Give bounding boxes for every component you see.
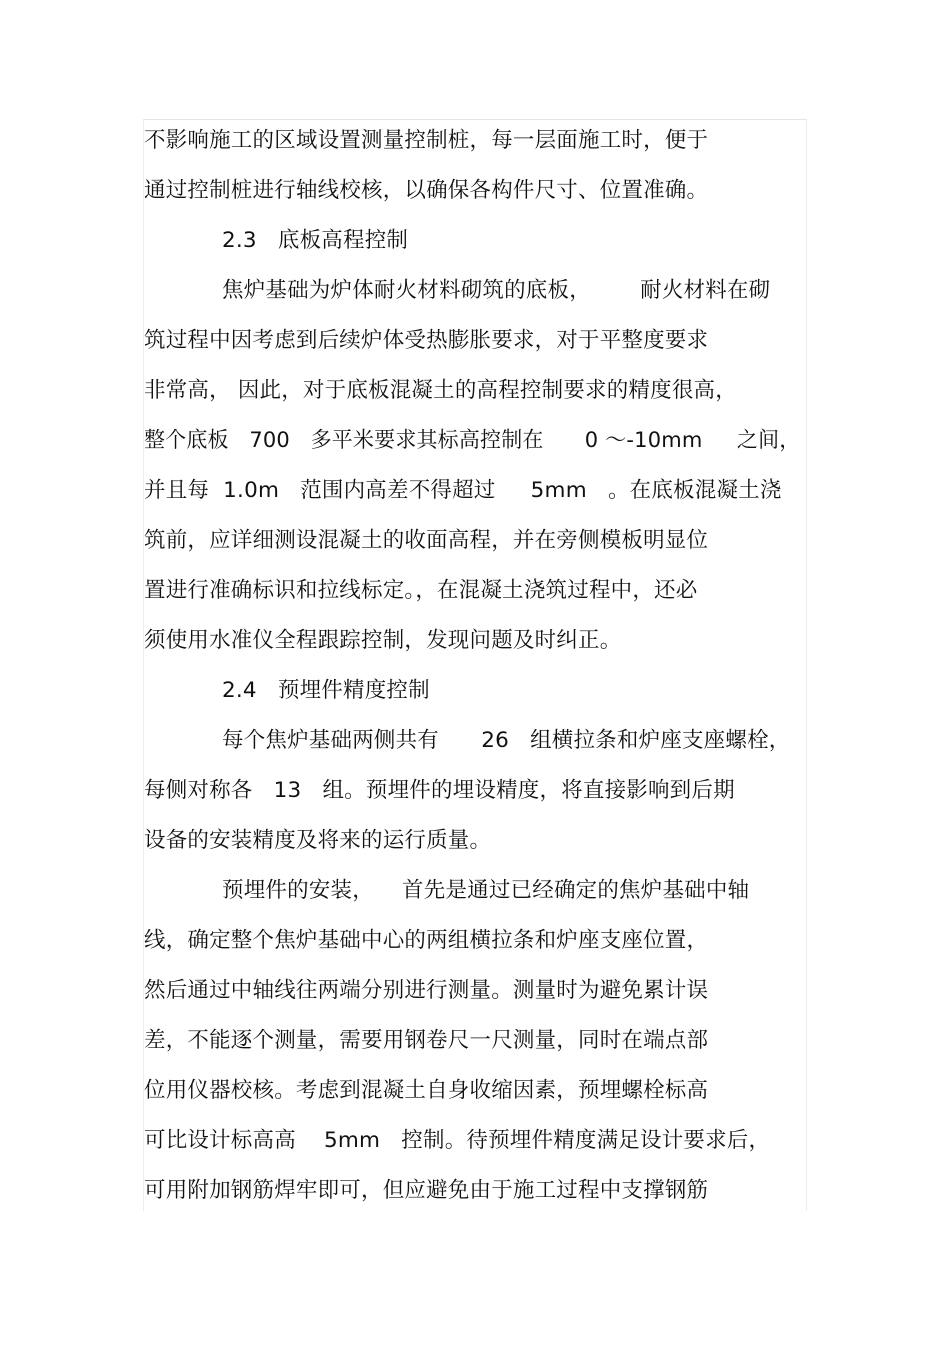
text-line: 可用附加钢筋焊牢即可，但应避免由于施工过程中支撑钢筋 (144, 1178, 709, 1203)
text-line: 筑前，应详细测设混凝土的收面高程，并在旁侧模板明显位 (144, 528, 709, 553)
text-line: 焦炉基础为炉体耐火材料砌筑的底板， 耐火材料在砌 (222, 278, 771, 303)
text-line: 差，不能逐个测量，需要用钢卷尺一尺测量，同时在端点部 (144, 1028, 709, 1053)
section-heading-2-4: 2.4 预埋件精度控制 (222, 678, 430, 703)
text-line: 设备的安装精度及将来的运行质量。 (144, 828, 492, 853)
text-line: 每侧对称各 13 组。预埋件的埋设精度，将直接影响到后期 (144, 778, 735, 803)
text-line: 位用仪器校核。考虑到混凝土自身收缩因素，预埋螺栓标高 (144, 1078, 709, 1103)
text-line: 筑过程中因考虑到后续炉体受热膨胀要求，对于平整度要求 (144, 328, 709, 353)
text-line: 每个焦炉基础两侧共有 26 组横拉条和炉座支座螺栓， (222, 728, 791, 753)
section-heading-2-3: 2.3 底板高程控制 (222, 228, 409, 253)
text-line: 并且每 1.0m 范围内高差不得超过 5mm 。在底板混凝土浇 (144, 478, 782, 503)
text-line: 非常高， 因此，对于底板混凝土的高程控制要求的精度很高， (144, 378, 737, 403)
text-line: 线，确定整个焦炉基础中心的两组横拉条和炉座支座位置， (144, 928, 709, 953)
text-line: 须使用水准仪全程跟踪控制，发现问题及时纠正。 (144, 628, 622, 653)
text-line: 置进行准确标识和拉线标定。，在混凝土浇筑过程中，还必 (144, 578, 698, 603)
text-line: 通过控制桩进行轴线校核，以确保各构件尺寸、位置准确。 (144, 178, 709, 203)
text-line: 然后通过中轴线往两端分别进行测量。测量时为避免累计误 (144, 978, 709, 1003)
text-line: 可比设计标高高 5mm 控制。待预埋件精度满足设计要求后， (144, 1128, 771, 1153)
text-line: 不影响施工的区域设置测量控制桩，每一层面施工时，便于 (144, 128, 709, 153)
text-line: 整个底板 700 多平米要求其标高控制在 0 ～-10mm 之间， (144, 428, 801, 453)
text-line: 预埋件的安装， 首先是通过已经确定的焦炉基础中轴 (222, 878, 750, 903)
